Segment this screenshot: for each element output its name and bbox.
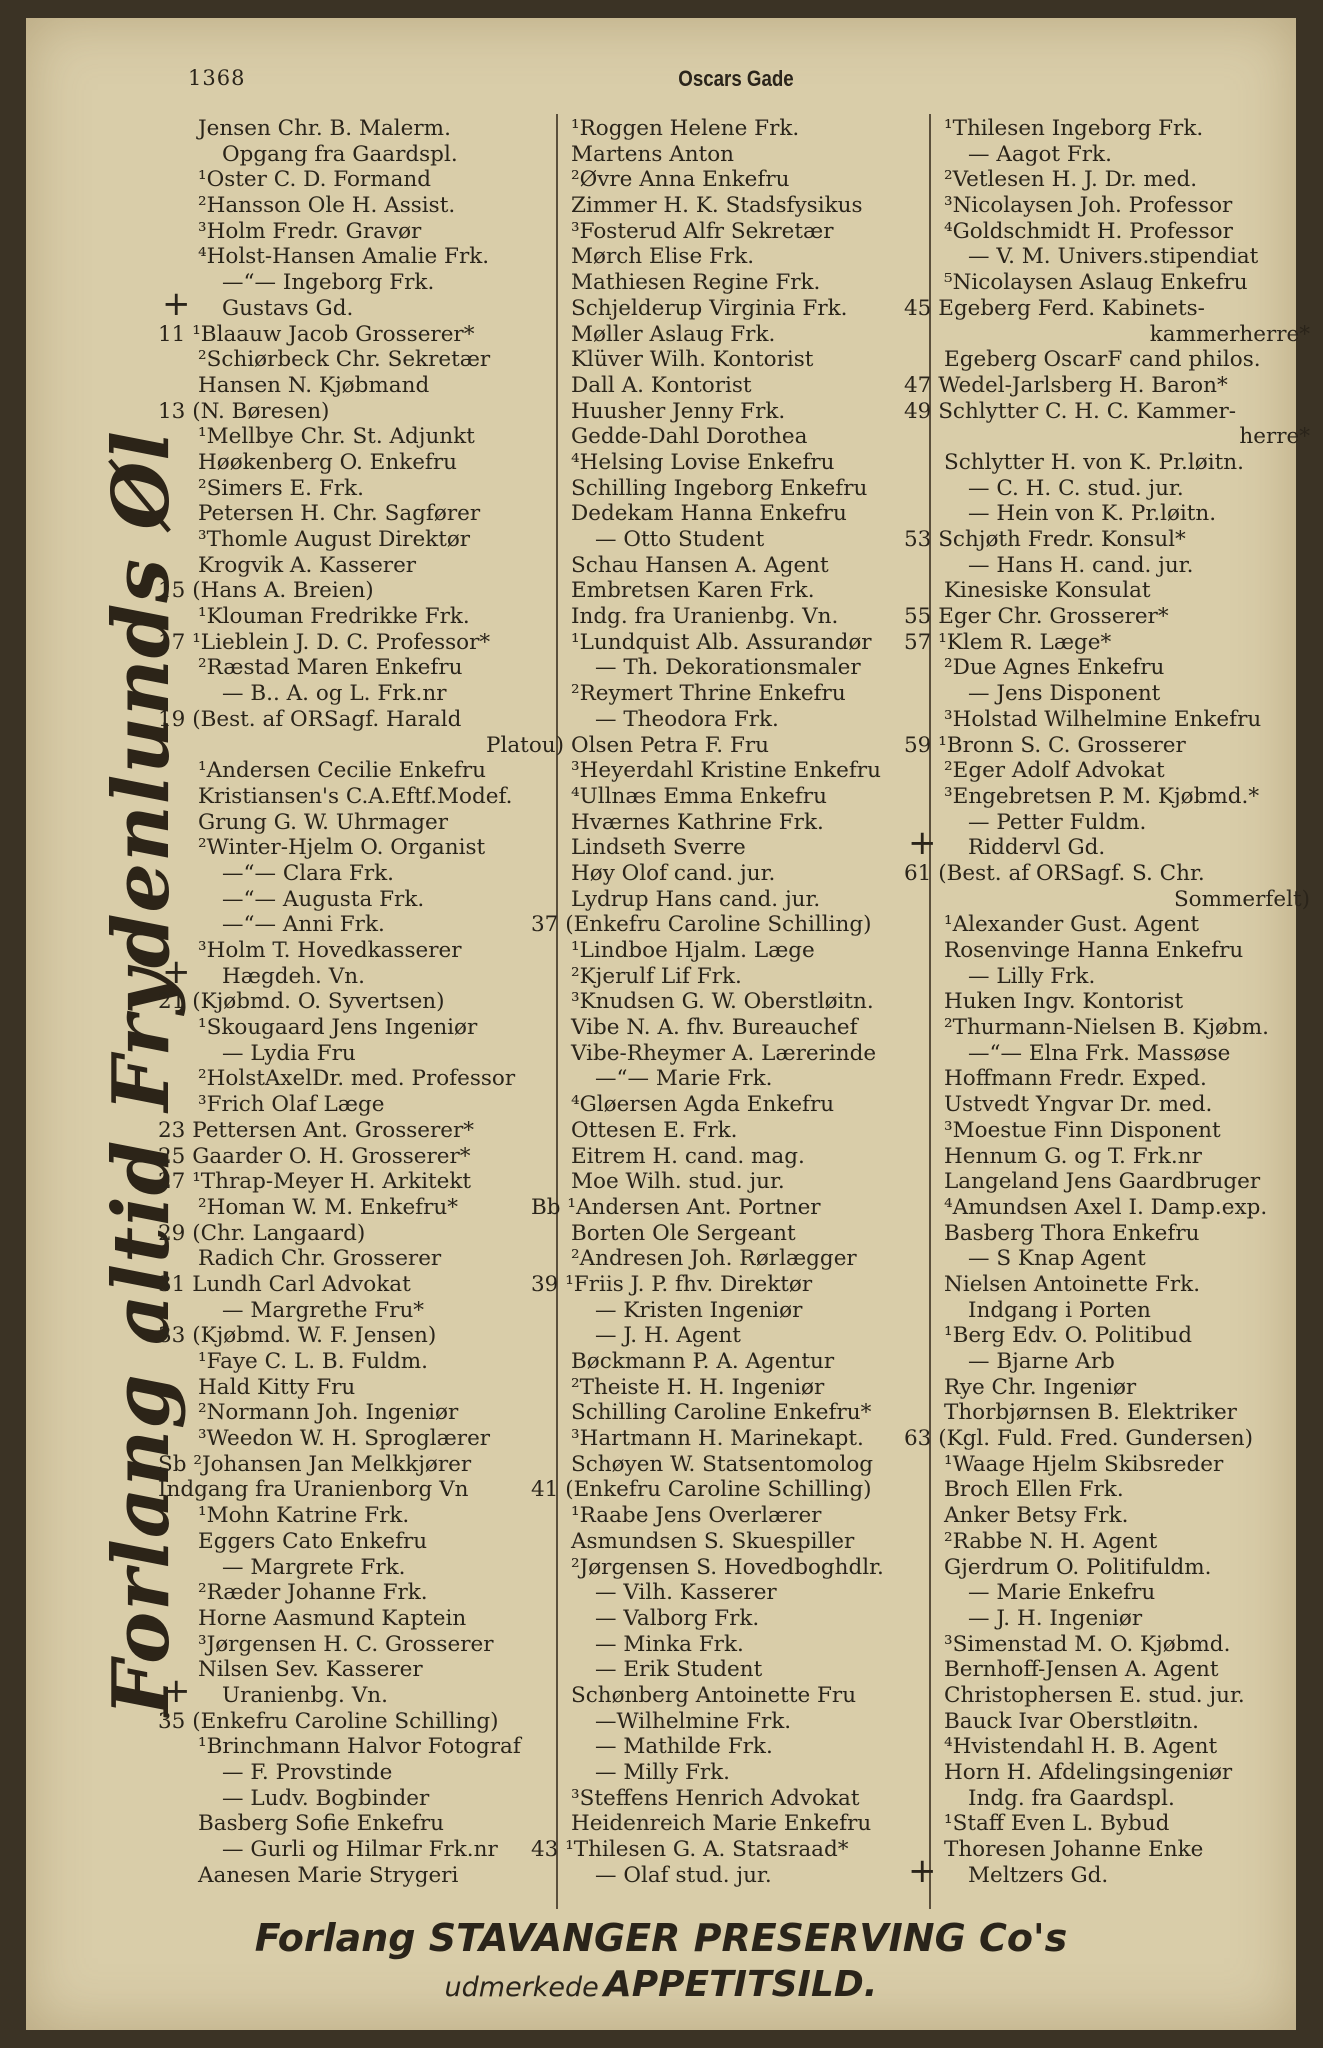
directory-entry: ²Jørgensen S. Hovedboghdlr.	[571, 1554, 884, 1580]
directory-entry: —“— Marie Frk.	[595, 1066, 773, 1092]
directory-entry: 37 (Enkefru Caroline Schilling)	[531, 912, 872, 938]
directory-entry: 55 Eger Chr. Grosserer*	[904, 604, 1169, 630]
directory-entry: Vibe N. A. fhv. Bureauchef	[571, 1015, 858, 1041]
directory-entry: Jensen Chr. B. Malerm.	[198, 116, 451, 141]
directory-entry: — Aagot Frk.	[968, 141, 1112, 167]
directory-entry: ¹Berg Edv. O. Politibud	[944, 1323, 1192, 1349]
directory-entry: Indg. fra Uranienbg. Vn.	[571, 604, 839, 630]
directory-entry: — B.. A. og L. Frk.nr	[222, 681, 447, 707]
directory-entry: — Jens Disponent	[968, 681, 1161, 707]
directory-entry: — F. Provstinde	[222, 1760, 393, 1785]
directory-entry: Thorbjørnsen B. Elektriker	[944, 1400, 1237, 1426]
directory-entry: 13 (N. Børesen)	[158, 398, 330, 424]
directory-entry: Sb ²Johansen Jan Melkkjører	[158, 1451, 472, 1477]
directory-entry: 61 (Best. af ORSagf. S. Chr.	[904, 860, 1205, 886]
directory-entry: — Mathilde Frk.	[595, 1734, 773, 1760]
directory-entry: Thoresen Johanne Enke	[944, 1837, 1204, 1863]
directory-entry: ¹Oster C. D. Formand	[198, 167, 432, 193]
directory-entry: — Erik Student	[595, 1657, 763, 1683]
directory-entry: 15 (Hans A. Breien)	[158, 578, 374, 604]
directory-entry: ²Andresen Joh. Rørlægger	[571, 1246, 857, 1272]
directory-entry: ³Engebretsen P. M. Kjøbmd.*	[944, 783, 1260, 809]
directory-entry: ¹Mohn Katrine Frk.	[198, 1503, 410, 1529]
directory-entry: ³Holm T. Hovedkasserer	[198, 938, 462, 963]
directory-entry: Mørch Elise Frk.	[571, 244, 755, 270]
directory-entry: ⁴Helsing Lovise Enkefru	[571, 449, 835, 475]
directory-entry: 17 ¹Lieblein J. D. C. Professor*	[158, 629, 491, 655]
directory-entry: 49 Schlytter C. H. C. Kammer-	[904, 398, 1236, 424]
directory-entry: Martens Anton	[571, 141, 734, 167]
directory-entry: — Marie Enkefru	[968, 1580, 1156, 1606]
directory-entry: Hoffmann Fredr. Exped.	[944, 1066, 1207, 1092]
directory-entry: Høy Olof cand. jur.	[571, 860, 776, 886]
directory-entry: ¹Alexander Gust. Agent	[944, 912, 1199, 938]
directory-entry: ²Theiste H. H. Ingeniør	[571, 1374, 825, 1400]
directory-entry: —Wilhelmine Frk.	[595, 1708, 792, 1734]
page-title: Oscars Gade	[678, 66, 794, 91]
directory-entry: Olsen Petra F. Fru	[571, 732, 770, 758]
directory-entry: — Theodora Frk.	[595, 706, 779, 732]
directory-entry: ¹Faye C. L. B. Fuldm.	[198, 1349, 428, 1374]
directory-entry: Schilling Ingeborg Enkefru	[571, 475, 868, 501]
directory-entry: ¹Roggen Helene Frk.	[571, 116, 800, 141]
directory-entry: 53 Schjøth Fredr. Konsul*	[904, 527, 1186, 552]
directory-entry: Zimmer H. K. Stadsfysikus	[571, 193, 863, 219]
directory-entry: Christophersen E. stud. jur.	[944, 1682, 1245, 1708]
directory-entry: 23 Pettersen Ant. Grosserer*	[158, 1117, 475, 1143]
directory-entry: 47 Wedel-Jarlsberg H. Baron*	[904, 372, 1228, 398]
directory-entry: ²Thurmann-Nielsen B. Kjøbm.	[944, 1015, 1269, 1041]
directory-entry: ³Nicolaysen Joh. Professor	[944, 193, 1233, 219]
directory-entry: —“— Augusta Frk.	[222, 886, 425, 912]
directory-entry: Krogvik A. Kasserer	[198, 552, 417, 578]
directory-entry: Lindseth Sverre	[571, 835, 746, 861]
directory-entry: ²Homan W. M. Enkefru*	[198, 1194, 459, 1220]
directory-entry: Nielsen Antoinette Frk.	[944, 1271, 1201, 1297]
directory-entry: Schlytter H. von K. Pr.løitn.	[944, 449, 1244, 475]
directory-entry: — V. M. Univers.stipendiat	[968, 244, 1259, 270]
directory-entry: ⁴Holst-Hansen Amalie Frk.	[198, 244, 490, 270]
footer-advert-product: APPETITSILD.	[603, 1964, 878, 2005]
directory-page	[26, 18, 1310, 2030]
footer-advert-prefix: udmerkede	[444, 1972, 599, 2003]
directory-entry: Schønberg Antoinette Fru	[571, 1682, 857, 1708]
directory-entry: + Gustavs Gd.	[198, 296, 564, 322]
directory-entry: ¹Skougaard Jens Ingeniør	[198, 1015, 478, 1041]
directory-entry: Indg. fra Gaardspl.	[968, 1785, 1175, 1811]
directory-entry: Opgang fra Gaardspl.	[222, 141, 458, 167]
directory-entry: 33 (Kjøbmd. W. F. Jensen)	[158, 1323, 437, 1349]
directory-entry: Borten Ole Sergeant	[571, 1220, 796, 1246]
directory-entry: Hald Kitty Fru	[198, 1374, 356, 1400]
directory-entry: 45 Egeberg Ferd. Kabinets-	[904, 295, 1205, 321]
directory-entry: — Gurli og Hilmar Frk.nr	[222, 1837, 498, 1863]
directory-entry: ²Eger Adolf Advokat	[944, 758, 1165, 784]
directory-column-3	[904, 116, 1310, 1888]
directory-entry: Langeland Jens Gaardbruger	[944, 1169, 1261, 1195]
side-advertisement: Forlang altid Frydenlunds Øl	[95, 430, 187, 1716]
directory-entry: 11 ¹Blaauw Jacob Grosserer*	[158, 321, 475, 347]
directory-entry: Schjelderup Virginia Frk.	[571, 295, 848, 321]
directory-entry: kammerherre*	[1149, 321, 1310, 347]
directory-entry: ³Holstad Wilhelmine Enkefru	[944, 706, 1262, 732]
directory-entry: herre*	[1239, 424, 1310, 450]
directory-entry: — Margrete Frk.	[222, 1554, 406, 1580]
directory-entry: Huusher Jenny Frk.	[571, 398, 786, 424]
directory-entry: Grung G. W. Uhrmager	[198, 809, 449, 835]
directory-entry: ¹Mellbye Chr. St. Adjunkt	[198, 424, 475, 450]
directory-entry: Broch Ellen Frk.	[944, 1477, 1124, 1503]
directory-entry: Schau Hansen A. Agent	[571, 552, 829, 578]
directory-entry: Kinesiske Konsulat	[944, 578, 1151, 604]
directory-entry: ⁴Ullnæs Emma Enkefru	[571, 783, 827, 809]
directory-entry: Høøkenberg O. Enkefru	[198, 449, 458, 475]
directory-entry: Nilsen Sev. Kasserer	[198, 1657, 423, 1683]
directory-entry: Ottesen E. Frk.	[571, 1117, 738, 1143]
directory-entry: — Olaf stud. jur.	[595, 1862, 772, 1888]
directory-entry: Eggers Cato Enkefru	[198, 1528, 428, 1554]
directory-entry: 59 ¹Bronn S. C. Grosserer	[904, 732, 1186, 758]
directory-entry: ²Normann Joh. Ingeniør	[198, 1400, 459, 1426]
directory-entry: + Uranienbg. Vn.	[198, 1683, 564, 1709]
directory-entry: Gedde-Dahl Dorothea	[571, 424, 808, 450]
directory-entry: 43 ¹Thilesen G. A. Statsraad*	[531, 1837, 849, 1863]
directory-entry: ¹Raabe Jens Overlærer	[571, 1503, 822, 1529]
directory-entry: ⁵Nicolaysen Aslaug Enkefru	[944, 270, 1248, 296]
directory-entry: ³Thomle August Direktør	[198, 527, 471, 552]
directory-entry: Radich Chr. Grosserer	[198, 1246, 442, 1272]
directory-entry: ²Reymert Thrine Enkefru	[571, 681, 846, 707]
directory-entry: Dedekam Hanna Enkefru	[571, 501, 847, 527]
directory-entry: Egeberg OscarF cand philos.	[944, 347, 1261, 373]
directory-entry: Moe Wilh. stud. jur.	[571, 1169, 785, 1195]
directory-column-2	[531, 116, 936, 1888]
directory-entry: ³Hartmann H. Marinekapt.	[571, 1426, 864, 1452]
directory-entry: Møller Aslaug Frk.	[571, 321, 776, 347]
directory-entry: — C. H. C. stud. jur.	[968, 475, 1184, 501]
directory-entry: Huken Ingv. Kontorist	[944, 989, 1184, 1015]
directory-entry: Horne Aasmund Kaptein	[198, 1605, 467, 1631]
directory-entry: ³Knudsen G. W. Oberstløitn.	[571, 989, 874, 1015]
directory-entry: — S Knap Agent	[968, 1246, 1146, 1272]
directory-entry: — Hein von K. Pr.løitn.	[968, 501, 1217, 527]
footer-advert-line-1: Forlang STAVANGER PRESERVING Co's	[254, 1916, 1068, 1960]
directory-entry: ³Simenstad M. O. Kjøbmd.	[944, 1631, 1231, 1657]
directory-entry: Petersen H. Chr. Sagfører	[198, 501, 481, 527]
directory-entry: Bauck Ivar Oberstløitn.	[944, 1708, 1200, 1734]
directory-entry: — Th. Dekorationsmaler	[595, 655, 861, 681]
directory-entry: ¹Lindboe Hjalm. Læge	[571, 938, 815, 963]
page-number: 1368	[188, 66, 246, 90]
directory-entry: —“— Anni Frk.	[222, 912, 385, 938]
directory-entry: Gjerdrum O. Politifuldm.	[944, 1554, 1212, 1580]
directory-entry: Schilling Caroline Enkefru*	[571, 1400, 872, 1426]
directory-entry: — Lilly Frk.	[968, 963, 1096, 989]
directory-entry: 63 (Kgl. Fuld. Fred. Gundersen)	[904, 1426, 1253, 1452]
directory-entry: ²Øvre Anna Enkefru	[571, 167, 790, 193]
directory-entry: ²Ræder Johanne Frk.	[198, 1580, 428, 1606]
directory-entry: Ustvedt Yngvar Dr. med.	[944, 1092, 1213, 1118]
directory-entry: ¹Lundquist Alb. Assurandør	[571, 629, 872, 655]
directory-entry: Dall A. Kontorist	[571, 372, 752, 398]
directory-entry: ²Rabbe N. H. Agent	[944, 1528, 1158, 1554]
directory-entry: ²Due Agnes Enkefru	[944, 655, 1165, 681]
directory-entry: — Otto Student	[595, 527, 765, 552]
directory-entry: ³Moestue Finn Disponent	[944, 1117, 1221, 1143]
directory-entry: Lydrup Hans cand. jur.	[571, 886, 821, 912]
directory-entry: —“— Clara Frk.	[222, 860, 394, 886]
directory-entry: Rye Chr. Ingeniør	[944, 1374, 1137, 1400]
directory-entry: — Bjarne Arb	[968, 1349, 1115, 1374]
directory-entry: Embretsen Karen Frk.	[571, 578, 815, 604]
directory-entry: Kristiansen's C.A.Eftf.Modef.	[198, 783, 513, 809]
directory-entry: Asmundsen S. Skuespiller	[571, 1528, 855, 1554]
directory-entry: Hansen N. Kjøbmand	[198, 372, 430, 398]
directory-entry: Eitrem H. cand. mag.	[571, 1143, 805, 1169]
directory-entry: Heidenreich Marie Enkefru	[571, 1811, 872, 1837]
directory-entry: Indgang i Porten	[968, 1297, 1151, 1323]
directory-entry: —“— Elna Frk. Massøse	[968, 1040, 1231, 1066]
directory-entry: Rosenvinge Hanna Enkefru	[944, 938, 1244, 963]
directory-entry: Bernhoff-Jensen A. Agent	[944, 1657, 1219, 1683]
directory-entry: ²Hansson Ole H. Assist.	[198, 193, 456, 219]
directory-entry: Schøyen W. Statsentomolog	[571, 1451, 874, 1477]
directory-entry: Basberg Thora Enkefru	[944, 1220, 1200, 1246]
directory-entry: Aanesen Marie Strygeri	[198, 1862, 459, 1888]
directory-entry: ¹Thilesen Ingeborg Frk.	[944, 116, 1204, 141]
directory-entry: — Vilh. Kasserer	[595, 1580, 777, 1606]
directory-entry: ³Jørgensen H. C. Grosserer	[198, 1631, 494, 1657]
directory-entry: — Margrethe Fru*	[222, 1297, 425, 1323]
directory-entry: Hennum G. og T. Frk.nr	[944, 1143, 1202, 1169]
directory-entry: ³Weedon W. H. Sproglærer	[198, 1426, 491, 1452]
directory-entry: ²Simers E. Frk.	[198, 475, 364, 501]
directory-entry: 27 ¹Thrap-Meyer H. Arkitekt	[158, 1169, 471, 1195]
directory-entry: Klüver Wilh. Kontorist	[571, 347, 814, 373]
directory-entry: 21 (Kjøbmd. O. Syvertsen)	[158, 989, 445, 1015]
directory-entry: 29 (Chr. Langaard)	[158, 1220, 366, 1246]
directory-entry: 19 (Best. af ORSagf. Harald	[158, 706, 462, 732]
directory-entry: Mathiesen Regine Frk.	[571, 270, 821, 296]
directory-entry: ³Heyerdahl Kristine Enkefru	[571, 758, 881, 784]
directory-entry: Anker Betsy Frk.	[944, 1503, 1129, 1529]
directory-entry: ³Holm Fredr. Gravør	[198, 218, 422, 244]
directory-entry: + Riddervl Gd.	[944, 835, 1310, 861]
directory-entry: 25 Gaarder O. H. Grosserer*	[158, 1143, 471, 1169]
directory-entry: — Kristen Ingeniør	[595, 1297, 803, 1323]
directory-entry: 31 Lundh Carl Advokat	[158, 1271, 411, 1297]
directory-entry: — Minka Frk.	[595, 1631, 744, 1657]
directory-entry: ¹Waage Hjelm Skibsreder	[944, 1451, 1224, 1477]
directory-entry: ⁴Gløersen Agda Enkefru	[571, 1092, 835, 1118]
directory-entry: ³Steffens Henrich Advokat	[571, 1785, 860, 1811]
directory-entry: — Lydia Fru	[222, 1040, 356, 1066]
directory-entry: ⁴Amundsen Axel I. Damp.exp.	[944, 1194, 1268, 1220]
directory-entry: — Hans H. cand. jur.	[968, 552, 1194, 578]
directory-entry: Indgang fra Uranienborg Vn	[158, 1477, 469, 1503]
directory-entry: 41 (Enkefru Caroline Schilling)	[531, 1477, 872, 1503]
directory-entry: ²Kjerulf Lif Frk.	[571, 963, 742, 989]
directory-entry: ¹Staff Even L. Bybud	[944, 1811, 1170, 1837]
directory-entry: ²HolstAxelDr. med. Professor	[198, 1066, 516, 1092]
directory-entry: Sommerfelt)	[1173, 886, 1310, 912]
directory-entry: Bøckmann P. A. Agentur	[571, 1349, 835, 1374]
directory-entry: — J. H. Agent	[595, 1323, 741, 1349]
directory-entry: Bb ¹Andersen Ant. Portner	[531, 1194, 821, 1220]
directory-entry: — Petter Fuldm.	[968, 809, 1147, 835]
directory-entry: ²Schiørbeck Chr. Sekretær	[198, 347, 491, 373]
directory-column-1	[158, 116, 564, 1888]
directory-entry: + Hægdeh. Vn.	[198, 964, 564, 990]
directory-entry: Platou)	[486, 732, 564, 758]
directory-entry: Basberg Sofie Enkefru	[198, 1811, 444, 1837]
directory-entry: — Milly Frk.	[595, 1760, 731, 1785]
directory-entry: Hværnes Kathrine Frk.	[571, 809, 824, 835]
footer-advert-line-2	[26, 1964, 1296, 2005]
directory-entry: Horn H. Afdelingsingeniør	[944, 1760, 1233, 1785]
directory-entry: ⁴Hvistendahl H. B. Agent	[944, 1734, 1218, 1760]
directory-entry: ¹Brinchmann Halvor Fotograf	[198, 1734, 521, 1760]
directory-entry: 39 ¹Friis J. P. fhv. Direktør	[531, 1271, 813, 1297]
directory-entry: — J. H. Ingeniør	[968, 1605, 1143, 1631]
directory-entry: ²Vetlesen H. J. Dr. med.	[944, 167, 1198, 193]
directory-entry: — Valborg Frk.	[595, 1605, 760, 1631]
directory-entry: Vibe-Rheymer A. Lærerinde	[571, 1040, 877, 1066]
directory-entry: ³Frich Olaf Læge	[198, 1092, 385, 1118]
directory-entry: ¹Andersen Cecilie Enkefru	[198, 758, 486, 784]
directory-entry: 35 (Enkefru Caroline Schilling)	[158, 1708, 499, 1734]
directory-entry: 57 ¹Klem R. Læge*	[904, 629, 1112, 655]
directory-entry: ⁴Goldschmidt H. Professor	[944, 218, 1233, 244]
directory-entry: —“— Ingeborg Frk.	[222, 270, 435, 296]
directory-entry: — Ludv. Bogbinder	[222, 1785, 430, 1811]
directory-entry: ¹Klouman Fredrikke Frk.	[198, 604, 470, 630]
directory-entry: ²Ræstad Maren Enkefru	[198, 655, 463, 681]
directory-entry: + Meltzers Gd.	[944, 1863, 1310, 1889]
directory-entry: ²Winter-Hjelm O. Organist	[198, 835, 486, 861]
directory-entry: ³Fosterud Alfr Sekretær	[571, 218, 834, 244]
